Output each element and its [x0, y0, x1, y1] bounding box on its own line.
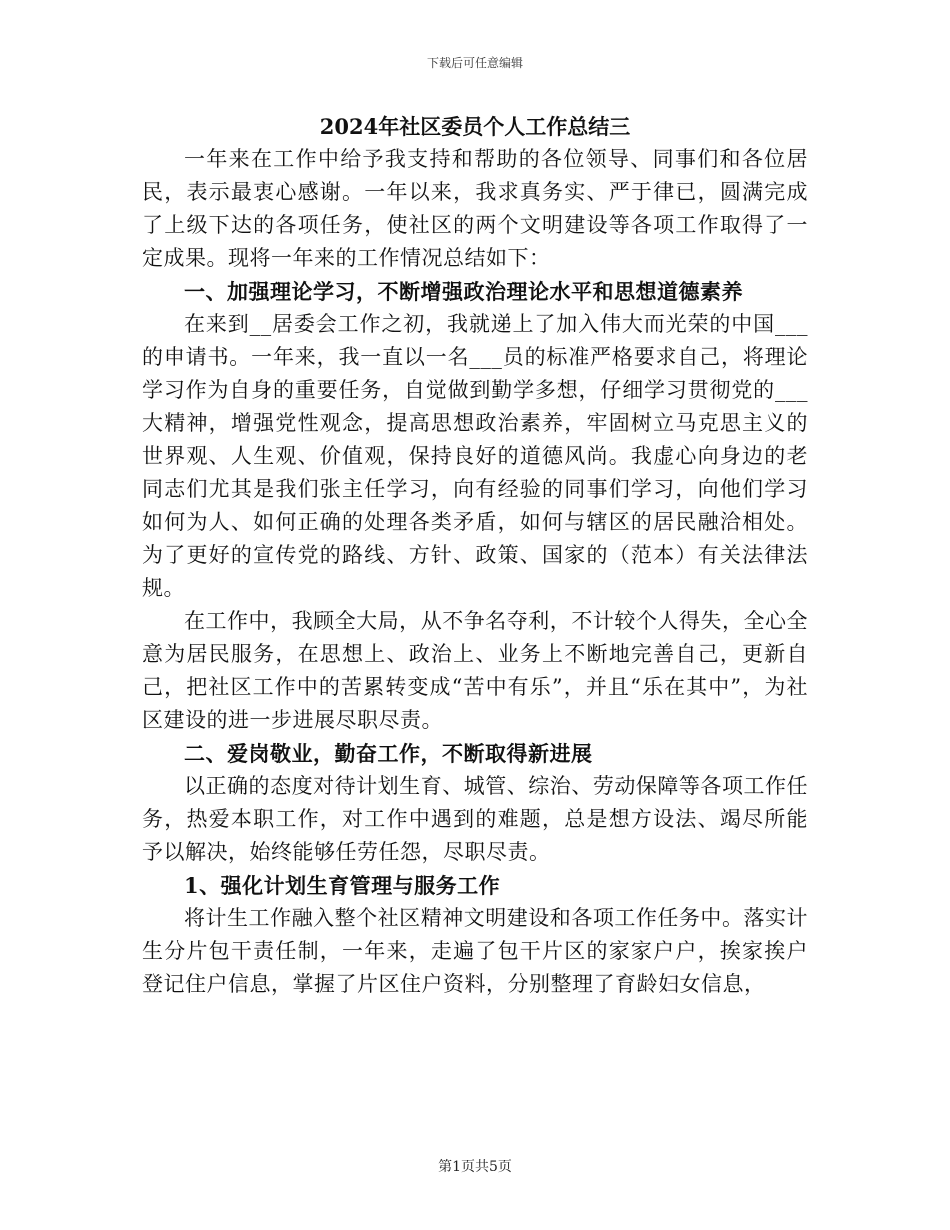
paragraph-intro: 一年来在工作中给予我支持和帮助的各位领导、同事们和各位居民，表示最衷心感谢。一年以来，我求真务实、严于律已，圆满完成了上级下达的各项任务，使社区的两个文明建设等各项工作取得了一定成果。现将一年来的工作情况总结如下：	[142, 147, 808, 270]
paragraph-family-planning: 将计生工作融入整个社区精神文明建设和各项工作任务中。落实计生分片包干责任制，一年来，走遍了包干片区的家家户户，挨家挨户登记住户信息，掌握了片区住户资料，分别整理了育龄妇女信息，	[142, 906, 808, 996]
document-title: 2024年社区委员个人工作总结三	[319, 114, 631, 139]
section-heading-1: 一、加强理论学习，不断增强政治理论水平和思想道德素养	[184, 279, 743, 304]
paragraph-theory-study: 在来到__居委会工作之初，我就递上了加入伟大而光荣的中国___的申请书。一年来，我一直以一名___员的标准严格要求自己，将理论学习作为自身的重要任务，自觉做到勤学多想，仔细学习贯彻党的___大精神，增强党性观念，提高思想政治素养，牢固树立马克思主义的世界观、人生观、价值观，保持良好的道德风尚。我虚心向身边的老同志们尤其是我们张主任学习，向有经验的同事们学习，向他们学习如何为人、如何正确的处理各类矛盾，如何与辖区的居民融洽相处。为了更好的宣传党的路线、方针、政策、国家的（范本）有关法律法规。	[142, 312, 808, 600]
page-number: 第1页共5页	[438, 1159, 512, 1175]
section-heading-2: 二、爱岗敬业，勤奋工作，不断取得新进展	[184, 741, 593, 766]
paragraph-work-attitude: 在工作中，我顾全大局，从不争名夺利，不计较个人得失，全心全意为居民服务，在思想上、政治上、业务上不断地完善自己，更新自己，把社区工作中的苦累转变成“苦中有乐”，并且“乐在其中”，为社区建设的进一步进展尽职尽责。	[142, 609, 808, 732]
header-note: 下载后可任意编辑	[426, 56, 523, 70]
document-body	[142, 110, 808, 1001]
paragraph-dedication: 以正确的态度对待计划生育、城管、综治、劳动保障等各项工作任务，热爱本职工作，对工作中遇到的难题，总是想方设法、竭尽所能予以解决，始终能够任劳任怨，尽职尽责。	[142, 774, 808, 864]
subsection-heading-1: 1、强化计划生育管理与服务工作	[184, 873, 501, 898]
